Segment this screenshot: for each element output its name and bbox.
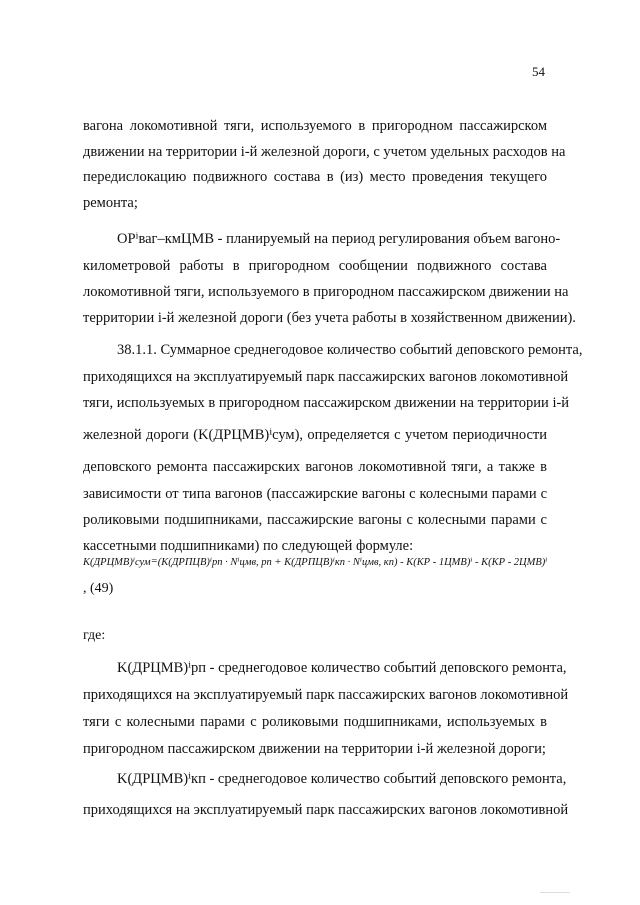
- text-line: пригородном пассажирском движении на территории i-й железной дороги;: [83, 741, 546, 757]
- text-line: OPⁱваг–кмЦМВ - планируемый на период регулирования объем вагоно-: [117, 231, 561, 247]
- text-line: приходящихся на эксплуатируемый парк пассажирских вагонов локомотивной: [83, 369, 569, 385]
- text-line: приходящихся на эксплуатируемый парк пассажирских вагонов локомотивной: [83, 687, 569, 703]
- page-number: 54: [532, 64, 545, 79]
- formula-equals: =: [150, 556, 158, 567]
- where-label: где:: [83, 628, 106, 643]
- text-line: зависимости от типа вагонов (пассажирские вагоны с колесными парами с: [83, 486, 547, 502]
- text-line: тяги, используемых в пригородном пассажирском движении на территории i-й: [83, 395, 570, 411]
- text-line: роликовыми подшипниками, пассажирские вагоны с колесными парами с: [83, 512, 547, 528]
- text-line: кассетными подшипниками) по следующей формуле:: [83, 538, 414, 554]
- text-line: тяги с колесными парами с роликовыми подшипниками, используемых в: [83, 714, 547, 730]
- text-line: движении на территории i-й железной дороги, с учетом удельных расходов на: [83, 144, 566, 160]
- text-line: железной дороги (K(ДРЦМВ)ⁱсум), определяется с учетом периодичности: [83, 427, 547, 443]
- equation-number: , (49): [83, 581, 114, 596]
- text-line: километровой работы в пригородном сообщении подвижного состава: [83, 258, 547, 274]
- text-line: вагона локомотивной тяги, используемого в пригородном пассажирском: [83, 118, 547, 134]
- formula-rhs: (K(ДРПЦВ)ⁱрп · Nⁱцмв, рп + K(ДРПЦВ)ⁱкп · Nⁱцмв, кп) - K(КР - 1ЦМВ)ⁱ - K(КР - 2ЦМВ)ⁱ: [157, 557, 548, 568]
- text-line: локомотивной тяги, используемого в пригородном пассажирском движении на: [83, 284, 569, 300]
- scan-mark: [540, 892, 570, 893]
- formula-lhs: K(ДРЦМВ)ⁱсум: [83, 557, 151, 568]
- text-line: K(ДРЦМВ)ⁱкп - среднегодовое количество событий деповского ремонта,: [117, 771, 567, 787]
- text-line: K(ДРЦМВ)ⁱрп - среднегодовое количество событий деповского ремонта,: [117, 660, 567, 676]
- formula-49: [83, 556, 547, 568]
- text-line: территории i-й железной дороги (без учета работы в хозяйственном движении).: [83, 310, 576, 326]
- text-line: деповского ремонта пассажирских вагонов локомотивной тяги, а также в: [83, 459, 547, 475]
- text-line: передислокацию подвижного состава в (из) место проведения текущего: [83, 169, 547, 185]
- text-line: 38.1.1. Суммарное среднегодовое количество событий деповского ремонта,: [117, 342, 583, 358]
- text-line: ремонта;: [83, 195, 138, 211]
- text-line: приходящихся на эксплуатируемый парк пассажирских вагонов локомотивной: [83, 802, 569, 818]
